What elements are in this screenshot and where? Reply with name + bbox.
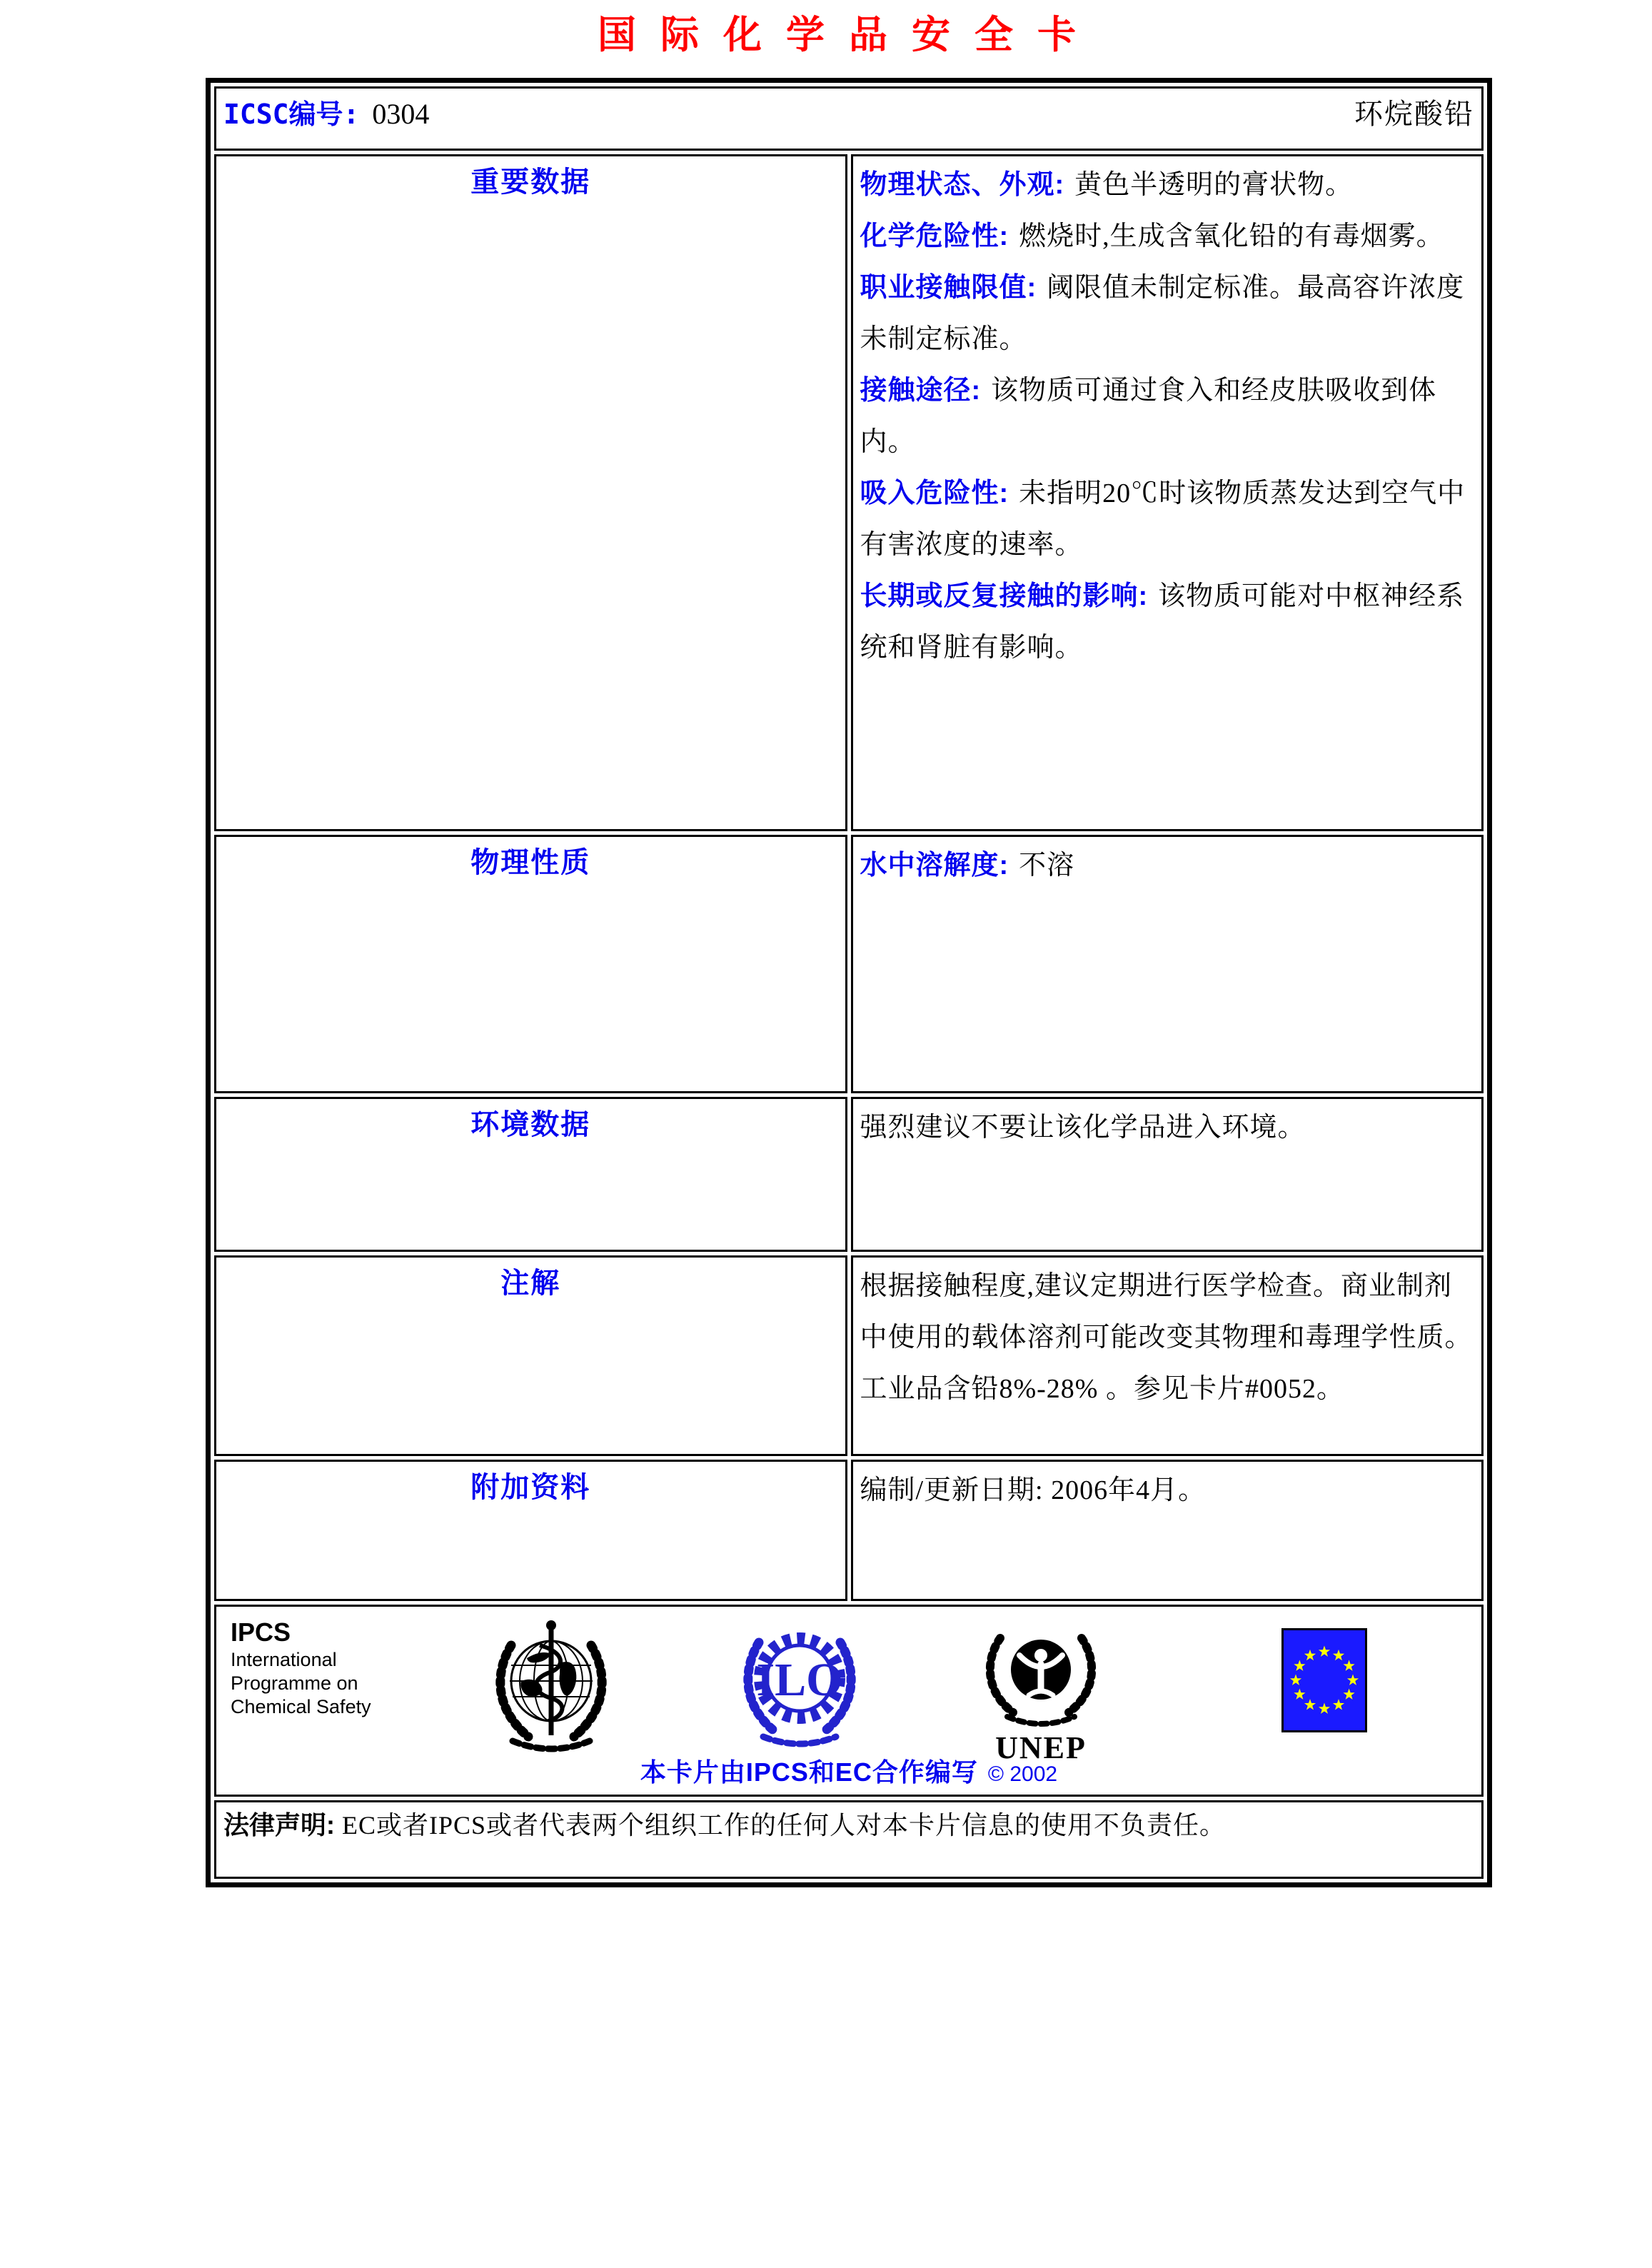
- item-label: 水中溶解度:: [860, 850, 1009, 880]
- chemical-name: 环烷酸铅: [1354, 98, 1474, 130]
- additional-info-row: [214, 1460, 1484, 1601]
- header-cell: [214, 86, 1484, 151]
- legal-label: 法律声明:: [223, 1810, 335, 1840]
- important-item: [860, 468, 1475, 571]
- unep-logo-icon: [966, 1618, 1116, 1772]
- unep-caption: UNEP: [995, 1730, 1087, 1765]
- credit-text: 本卡片由IPCS和EC合作编写: [640, 1757, 978, 1787]
- important-item: [860, 211, 1475, 262]
- logos-row: [214, 1605, 1484, 1797]
- legal-cell: [214, 1800, 1484, 1879]
- section-label-physical-properties: 物理性质: [214, 835, 847, 1093]
- section-label-additional-info: 附加资料: [214, 1460, 847, 1601]
- environment-text: 强烈建议不要让该化学品进入环境。: [860, 1113, 1306, 1143]
- additional-info-content: [851, 1460, 1484, 1601]
- legal-text: EC或者IPCS或者代表两个组织工作的任何人对本卡片信息的使用不负责任。: [342, 1811, 1227, 1840]
- ipcs-line: International: [231, 1649, 337, 1670]
- physical-item: [860, 840, 1475, 891]
- icsc-card: [206, 78, 1492, 1887]
- important-item: [860, 159, 1475, 211]
- important-item: [860, 365, 1475, 468]
- item-text: 不溶: [1019, 850, 1075, 880]
- copyright-text: © 2002: [987, 1762, 1058, 1786]
- icsc-table: [211, 83, 1487, 1882]
- legal-row: [214, 1800, 1484, 1879]
- item-text: 阈限值未制定标准。最高容许浓度未制定标准。: [860, 273, 1465, 354]
- physical-properties-content: [851, 835, 1484, 1093]
- additional-info-text: 编制/更新日期: 2006年4月。: [860, 1475, 1207, 1505]
- environmental-data-content: [851, 1097, 1484, 1252]
- ipcs-line: Programme on: [231, 1672, 358, 1694]
- important-item: [860, 571, 1475, 673]
- eu-flag-icon: [1281, 1628, 1367, 1736]
- environmental-data-row: [214, 1097, 1484, 1252]
- item-text: 燃烧时,生成含氧化铅的有毒烟雾。: [1019, 221, 1444, 251]
- item-text: 该物质可能对中枢神经系统和肾脏有影响。: [860, 581, 1465, 663]
- icsc-number-label: ICSC编号:: [223, 99, 360, 130]
- item-label: 物理状态、外观:: [860, 170, 1065, 200]
- item-label: 化学危险性:: [860, 221, 1009, 251]
- logos-cell: [214, 1605, 1484, 1797]
- item-label: 接触途径:: [860, 376, 982, 406]
- notes-content: [851, 1255, 1484, 1456]
- ipcs-acronym: IPCS: [231, 1617, 291, 1647]
- credit-line: [223, 1752, 1474, 1789]
- icsc-number-value: 0304: [372, 98, 430, 130]
- important-item: [860, 262, 1475, 365]
- important-data-content: [851, 154, 1484, 831]
- header-row: [214, 86, 1484, 151]
- ipcs-line: Chemical Safety: [231, 1696, 371, 1717]
- item-label: 吸入危险性:: [860, 478, 1009, 508]
- item-text: 该物质可通过食入和经皮肤吸收到体内。: [860, 376, 1437, 457]
- item-text: 黄色半透明的膏状物。: [1074, 170, 1354, 200]
- notes-text: 根据接触程度,建议定期进行医学检查。商业制剂中使用的载体溶剂可能改变其物理和毒理学性质。工业品含铅8%-28% 。参见卡片#0052。: [860, 1271, 1473, 1404]
- physical-properties-row: [214, 835, 1484, 1093]
- notes-row: [214, 1255, 1484, 1456]
- item-label: 职业接触限值:: [860, 273, 1037, 303]
- item-text: 未指明20℃时该物质蒸发达到空气中有害浓度的速率。: [860, 478, 1466, 560]
- who-logo-icon: [484, 1615, 618, 1762]
- section-label-notes: 注解: [214, 1255, 847, 1456]
- icsc-number-group: [223, 92, 429, 131]
- section-label-environmental-data: 环境数据: [214, 1097, 847, 1252]
- ipcs-text-block: [231, 1617, 371, 1719]
- item-label: 长期或反复接触的影响:: [860, 581, 1149, 611]
- important-data-row: [214, 154, 1484, 831]
- page-title: 国际化学品安全卡: [598, 14, 1100, 56]
- ilo-letters: ILO: [756, 1654, 843, 1706]
- section-label-important-data: 重要数据: [214, 154, 847, 831]
- ilo-logo-icon: [732, 1621, 867, 1753]
